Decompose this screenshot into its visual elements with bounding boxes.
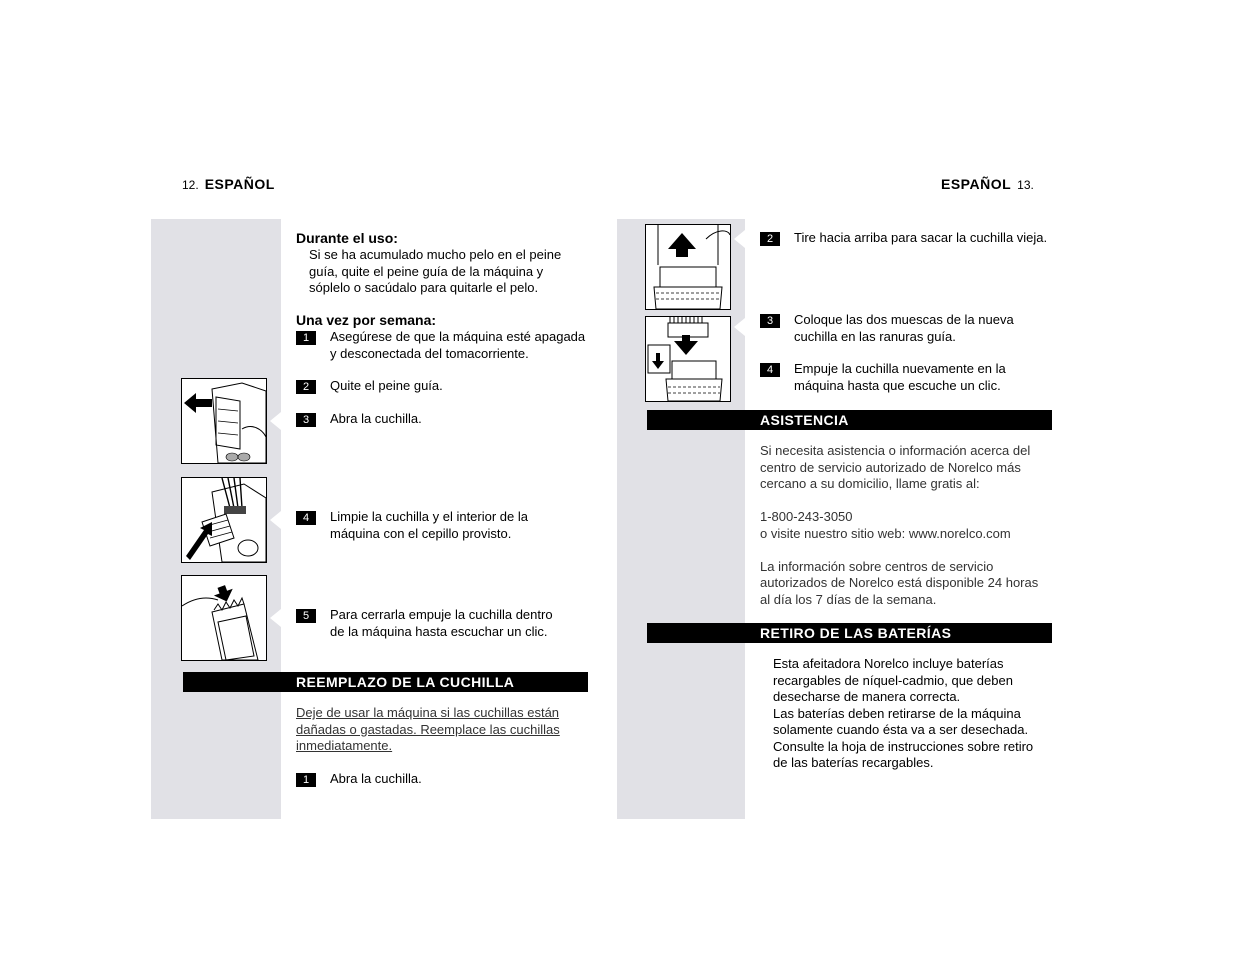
step-number: 3 <box>760 314 780 328</box>
step-text: Quite el peine guía. <box>330 378 443 393</box>
remove-comb-illustration <box>181 378 267 464</box>
replacement-heading-bar <box>183 672 588 692</box>
step-text: Coloque las dos muescas de la nueva cuchilla en las ranuras guía. <box>794 312 1014 344</box>
step-text: Asegúrese de que la máquina esté apagada y desconectada del tomacorriente. <box>330 329 586 361</box>
close-cutter-illustration <box>181 575 267 661</box>
assistance-text: Si necesita asistencia o información acerca del centro de servicio autorizado de Norelco más cercano a su domicilio, llame gratis al: 1-800-243-3050 o visite nuestro sitio web: www.norelco.com La información sobre centros de servicio autorizados de Norelco está disponible 24 horas al día los 7 días de la semana. <box>760 443 1039 607</box>
replacement-heading: REEMPLAZO DE LA CUCHILLA <box>296 674 515 690</box>
arrow-down-icon <box>182 576 266 660</box>
weekly-heading: Una vez por semana: <box>296 312 437 328</box>
step-number: 4 <box>296 511 316 525</box>
during-use-text: Si se ha acumulado mucho pelo en el peine guía, quite el peine guía de la máquina y sóplelo o sacúdalo para quitarle el pelo. <box>309 247 562 295</box>
batteries-heading-bar <box>647 623 1052 643</box>
step-text: Tire hacia arriba para sacar la cuchilla vieja. <box>794 230 1048 245</box>
right-page-language: ESPAÑOL <box>941 176 1012 192</box>
step-text: Empuje la cuchilla nuevamente en la máquina hasta que escuche un clic. <box>794 361 1006 393</box>
step-number: 5 <box>296 609 316 623</box>
batteries-text: Esta afeitadora Norelco incluye baterías recargables de níquel-cadmio, que deben desecharse de manera correcta. Las baterías deben retirarse de la máquina solamente cuando ésta va a ser desechada. Consulte la hoja de instrucciones sobre retiro de las baterías recargables. <box>773 656 1034 770</box>
left-page-header <box>176 176 275 192</box>
step-text: Limpie la cuchilla y el interior de la máquina con el cepillo provisto. <box>330 509 528 541</box>
assistance-heading-bar <box>647 410 1052 430</box>
during-use-heading: Durante el uso: <box>296 230 398 246</box>
clean-cutter-illustration <box>181 477 267 563</box>
illustration-pointer <box>270 511 281 529</box>
step-number: 2 <box>296 380 316 394</box>
arrow-down-icon <box>646 317 730 401</box>
brush-icon <box>182 478 266 562</box>
phone-number: 1-800-243-3050 <box>760 509 853 524</box>
left-page-number: 12. <box>182 178 199 192</box>
arrow-left-icon <box>182 379 266 463</box>
right-page-number: 13. <box>1017 178 1034 192</box>
illustration-pointer <box>270 609 281 627</box>
illustration-pointer <box>270 412 281 430</box>
illustration-pointer <box>734 230 745 248</box>
step-text: Abra la cuchilla. <box>330 771 422 786</box>
replacement-warning: Deje de usar la máquina si las cuchillas están dañadas o gastadas. Reemplace las cuchillas inmediatamente. <box>296 705 560 753</box>
left-page-language: ESPAÑOL <box>204 176 275 192</box>
step-number: 2 <box>760 232 780 246</box>
insert-cutter-illustration <box>645 316 731 402</box>
right-page-header <box>941 176 1040 192</box>
arrow-up-icon <box>646 225 730 309</box>
website-text: o visite nuestro sitio web: www.norelco.com <box>760 525 1011 541</box>
step-number: 1 <box>296 331 316 345</box>
assistance-heading: ASISTENCIA <box>760 412 849 428</box>
step-number: 3 <box>296 413 316 427</box>
step-text: Para cerrarla empuje la cuchilla dentro de la máquina hasta escuchar un clic. <box>330 607 553 639</box>
step-text: Abra la cuchilla. <box>330 411 422 426</box>
illustration-pointer <box>734 318 745 336</box>
step-number: 1 <box>296 773 316 787</box>
pull-cutter-illustration <box>645 224 731 310</box>
batteries-heading: RETIRO DE LAS BATERÍAS <box>760 625 952 641</box>
step-number: 4 <box>760 363 780 377</box>
